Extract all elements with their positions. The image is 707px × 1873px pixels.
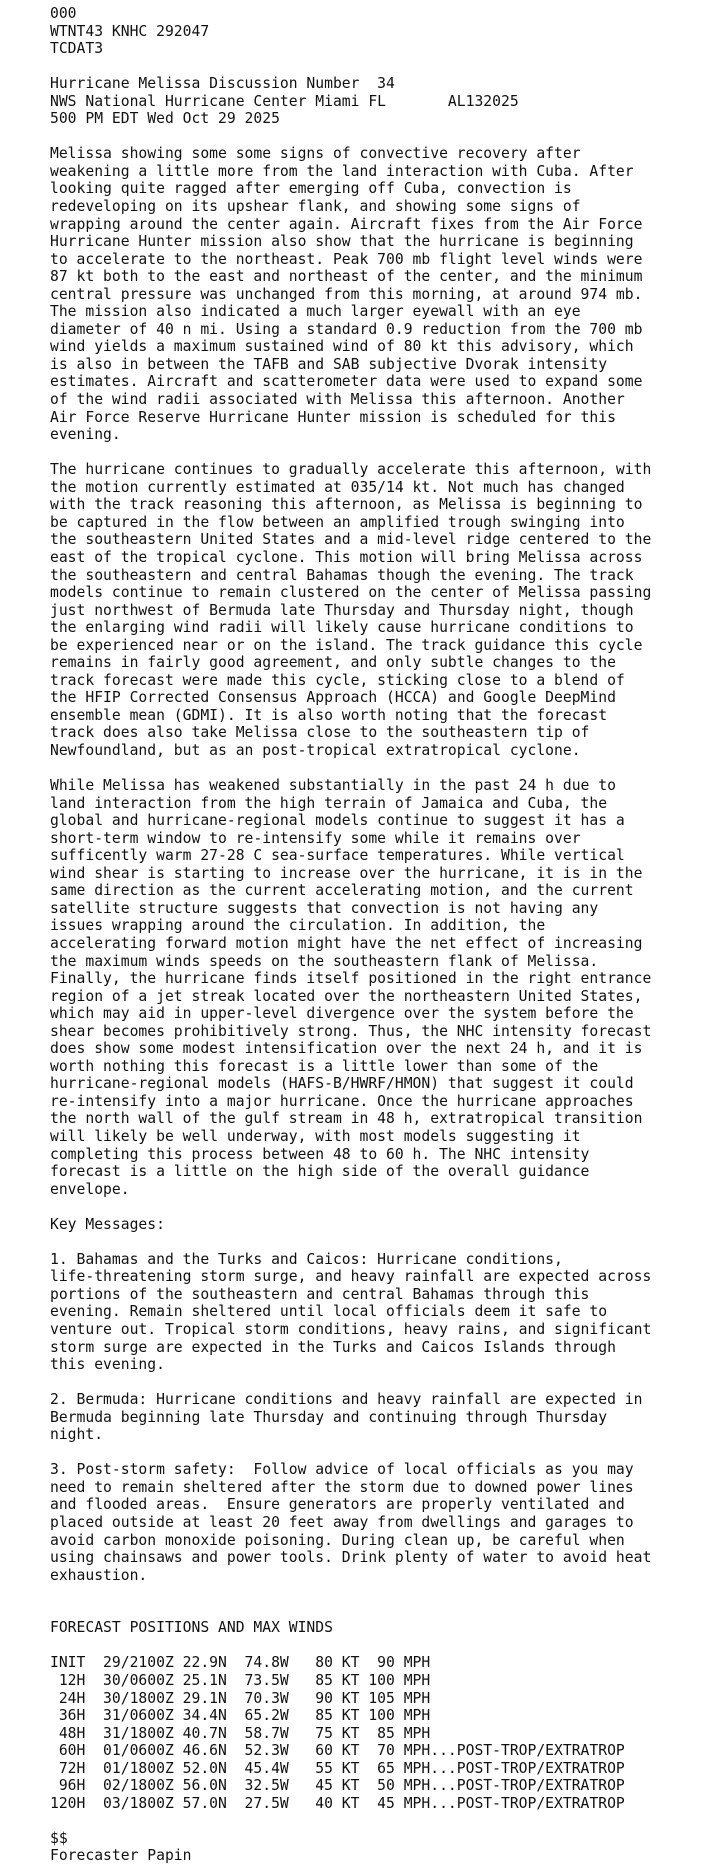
key-message-line: avoid carbon monoxide poisoning. During clean up, be careful when	[50, 1531, 625, 1549]
discussion-paragraph-line: The mission also indicated a much larger eyewall with an eye	[50, 303, 581, 321]
key-message-line: need to remain sheltered after the storm due to downed power lines	[50, 1478, 634, 1496]
discussion-paragraph-line: does show some modest intensification over the next 24 h, and it is	[50, 1040, 643, 1058]
header-line: WTNT43 KNHC 292047	[50, 22, 210, 40]
discussion-paragraph-line: forecast is a little on the high side of the overall guidance	[50, 1163, 590, 1181]
discussion-paragraph-line: While Melissa has weakened substantially in the past 24 h due to	[50, 777, 616, 795]
discussion-paragraph-line: accelerating forward motion might have the net effect of increasing	[50, 934, 643, 952]
discussion-paragraph-line: diameter of 40 n mi. Using a standard 0.9 reduction from the 700 mb	[50, 320, 643, 338]
discussion-paragraph-line: of the wind radii associated with Melissa this afternoon. Another	[50, 391, 625, 409]
key-message-line: this evening.	[50, 1356, 165, 1374]
forecaster-signature: Forecaster Papin	[50, 1847, 192, 1865]
discussion-paragraph-line: the southeastern and central Bahamas though the evening. The track	[50, 566, 634, 584]
discussion-paragraph-line: estimates. Aircraft and scatterometer data were used to expand some	[50, 373, 643, 391]
discussion-paragraph-line: region of a jet streak located over the northeastern United States,	[50, 987, 643, 1005]
header-line: TCDAT3	[50, 40, 104, 58]
blank-line	[50, 760, 707, 778]
header-line: 000	[50, 5, 77, 22]
forecast-row: 24H 30/1800Z 29.1N 70.3W 90 KT 105 MPH	[50, 1689, 431, 1707]
key-message-line: 3. Post-storm safety: Follow advice of local officials as you may	[50, 1461, 634, 1479]
key-message-line: evening. Remain sheltered until local officials deem it safe to	[50, 1303, 608, 1321]
key-message-line: storm surge are expected in the Turks and Caicos Islands through	[50, 1338, 616, 1356]
blank-line	[50, 1198, 707, 1216]
forecast-row: 60H 01/0600Z 46.6N 52.3W 60 KT 70 MPH...POST-TROP/EXTRATROP	[50, 1742, 625, 1760]
blank-line	[50, 444, 707, 462]
discussion-paragraph-line: ensemble mean (GDMI). It is also worth noting that the forecast	[50, 706, 608, 724]
blank-line	[50, 1812, 707, 1830]
discussion-paragraph-line: redeveloping on its upshear flank, and showing some signs of	[50, 198, 581, 216]
blank-line	[50, 58, 707, 76]
discussion-paragraph-line: wind shear is starting to increase over the hurricane, it is in the	[50, 864, 643, 882]
discussion-paragraph-line: same direction as the current accelerating motion, and the current	[50, 882, 634, 900]
key-message-line: Bermuda beginning late Thursday and continuing through Thursday	[50, 1408, 608, 1426]
key-message-line: venture out. Tropical storm conditions, heavy rains, and significant	[50, 1321, 652, 1339]
forecast-row: 72H 01/1800Z 52.0N 45.4W 55 KT 65 MPH...POST-TROP/EXTRATROP	[50, 1759, 625, 1777]
product-terminator: $$	[50, 1829, 68, 1847]
discussion-paragraph-line: is also in between the TAFB and SAB subjective Dvorak intensity	[50, 355, 608, 373]
key-message-line: night.	[50, 1426, 104, 1444]
discussion-paragraph-line: land interaction from the high terrain of Jamaica and Cuba, the	[50, 794, 608, 812]
title-line: Hurricane Melissa Discussion Number 34	[50, 75, 395, 93]
blank-line	[50, 1444, 707, 1462]
discussion-paragraph-line: models continue to remain clustered on the center of Melissa passing	[50, 584, 652, 602]
title-line: NWS National Hurricane Center Miami FL AL132025	[50, 92, 519, 110]
key-messages-heading: Key Messages:	[50, 1215, 165, 1233]
forecast-row: 96H 02/1800Z 56.0N 32.5W 45 KT 50 MPH...POST-TROP/EXTRATROP	[50, 1777, 625, 1795]
key-message-line: 1. Bahamas and the Turks and Caicos: Hurricane conditions,	[50, 1250, 563, 1268]
blank-line	[50, 1584, 707, 1602]
discussion-paragraph-line: issues wrapping around the circulation. In addition, the	[50, 917, 546, 935]
discussion-paragraph-line: remains in fairly good agreement, and only subtle changes to the	[50, 654, 616, 672]
discussion-paragraph-line: be captured in the flow between an amplified trough swinging into	[50, 513, 625, 531]
discussion-paragraph-line: completing this process between 48 to 60 h. The NHC intensity	[50, 1145, 590, 1163]
discussion-paragraph-line: the enlarging wind radii will likely cause hurricane conditions to	[50, 619, 634, 637]
discussion-paragraph-line: just northwest of Bermuda late Thursday and Thursday night, though	[50, 601, 634, 619]
key-message-line: portions of the southeastern and central Bahamas through this	[50, 1285, 590, 1303]
discussion-paragraph-line: will likely be well underway, with most models suggesting it	[50, 1128, 581, 1145]
key-message-line: life-threatening storm surge, and heavy rainfall are expected across	[50, 1268, 652, 1286]
forecast-row: 120H 03/1800Z 57.0N 27.5W 40 KT 45 MPH...POST-TROP/EXTRATROP	[50, 1794, 625, 1812]
blank-line	[50, 1602, 707, 1620]
discussion-paragraph-line: 87 kt both to the east and northeast of the center, and the minimum	[50, 268, 643, 286]
forecast-row: INIT 29/2100Z 22.9N 74.8W 80 KT 90 MPH	[50, 1654, 431, 1672]
discussion-paragraph-line: the maximum winds speeds on the southeastern flank of Melissa.	[50, 952, 599, 970]
key-message-line: exhaustion.	[50, 1566, 148, 1584]
discussion-paragraph-line: Hurricane Hunter mission also show that the hurricane is beginning	[50, 233, 634, 251]
key-message-line: and flooded areas. Ensure generators are properly ventilated and	[50, 1496, 625, 1514]
discussion-paragraph-line: the north wall of the gulf stream in 48 h, extratropical transition	[50, 1110, 643, 1128]
discussion-paragraph-line: be experienced near or on the island. The track guidance this cycle	[50, 636, 643, 654]
forecast-row: 12H 30/0600Z 25.1N 73.5W 85 KT 100 MPH	[50, 1671, 431, 1689]
discussion-paragraph-line: track does also take Melissa close to the southeastern tip of	[50, 724, 590, 742]
key-message-line: placed outside at least 20 feet away from dwellings and garages to	[50, 1514, 634, 1532]
discussion-paragraph-line: weakening a little more from the land interaction with Cuba. After	[50, 162, 634, 180]
discussion-paragraph-line: the southeastern United States and a mid-level ridge centered to the	[50, 531, 652, 549]
discussion-paragraph-line: envelope.	[50, 1180, 130, 1198]
discussion-paragraph-line: shear becomes prohibitively strong. Thus, the NHC intensity forecast	[50, 1022, 652, 1040]
forecast-row: 48H 31/1800Z 40.7N 58.7W 75 KT 85 MPH	[50, 1724, 431, 1742]
discussion-paragraph-line: evening.	[50, 426, 121, 444]
discussion-paragraph-line: which may aid in upper-level divergence over the system before the	[50, 1005, 634, 1023]
discussion-paragraph-line: Newfoundland, but as an post-tropical extratropical cyclone.	[50, 741, 581, 759]
discussion-paragraph-line: wind yields a maximum sustained wind of 80 kt this advisory, which	[50, 338, 634, 356]
discussion-paragraph-line: short-term window to re-intensify some while it remains over	[50, 829, 581, 847]
discussion-paragraph-line: The hurricane continues to gradually accelerate this afternoon, with	[50, 461, 652, 479]
forecast-row: 36H 31/0600Z 34.4N 65.2W 85 KT 100 MPH	[50, 1707, 431, 1725]
discussion-paragraph-line: Finally, the hurricane finds itself positioned in the right entrance	[50, 970, 652, 988]
blank-line	[50, 128, 707, 146]
discussion-paragraph-line: re-intensify into a major hurricane. Once the hurricane approaches	[50, 1092, 634, 1110]
discussion-paragraph-line: east of the tropical cyclone. This motion will bring Melissa across	[50, 548, 643, 566]
discussion-paragraph-line: looking quite ragged after emerging off Cuba, convection is	[50, 180, 572, 198]
key-message-line: using chainsaws and power tools. Drink plenty of water to avoid heat	[50, 1549, 652, 1567]
discussion-paragraph-line: wrapping around the center again. Aircraft fixes from the Air Force	[50, 215, 643, 233]
discussion-paragraph-line: to accelerate to the northeast. Peak 700 mb flight level winds were	[50, 250, 643, 268]
blank-line	[50, 1374, 707, 1392]
discussion-paragraph-line: the motion currently estimated at 035/14 kt. Not much has changed	[50, 478, 625, 496]
discussion-paragraph-line: hurricane-regional models (HAFS-B/HWRF/HMON) that suggest it could	[50, 1075, 634, 1093]
blank-line	[50, 1637, 707, 1655]
discussion-paragraph-line: Air Force Reserve Hurricane Hunter mission is scheduled for this	[50, 408, 616, 426]
discussion-paragraph-line: central pressure was unchanged from this morning, at around 974 mb.	[50, 285, 643, 303]
discussion-paragraph-line: global and hurricane-regional models continue to suggest it has a	[50, 812, 625, 830]
discussion-paragraph-line: Melissa showing some some signs of convective recovery after	[50, 145, 581, 163]
discussion-paragraph-line: the HFIP Corrected Consensus Approach (HCCA) and Google DeepMind	[50, 689, 616, 707]
discussion-paragraph-line: with the track reasoning this afternoon, as Melissa is beginning to	[50, 496, 643, 514]
title-line: 500 PM EDT Wed Oct 29 2025	[50, 110, 280, 128]
discussion-paragraph-line: worth nothing this forecast is a little lower than some of the	[50, 1057, 599, 1075]
discussion-paragraph-line: satellite structure suggests that convection is not having any	[50, 899, 599, 917]
key-message-line: 2. Bermuda: Hurricane conditions and heavy rainfall are expected in	[50, 1391, 643, 1409]
discussion-paragraph-line: sufficently warm 27-28 C sea-surface temperatures. While vertical	[50, 847, 625, 865]
forecast-heading: FORECAST POSITIONS AND MAX WINDS	[50, 1619, 333, 1637]
blank-line	[50, 1233, 707, 1251]
discussion-paragraph-line: track forecast were made this cycle, sticking close to a blend of	[50, 671, 625, 689]
